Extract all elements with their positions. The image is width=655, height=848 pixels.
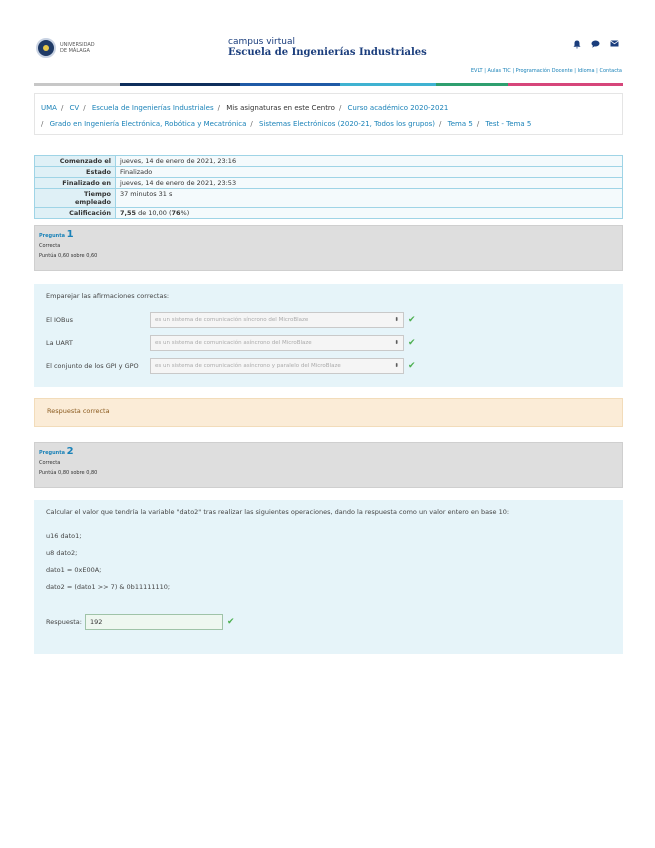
breadcrumb-cv[interactable]: CV (69, 104, 80, 112)
question-number: 1 (66, 229, 74, 240)
top-icons (573, 40, 619, 49)
select-arrows-icon: ⬍ (394, 317, 399, 323)
attempt-summary-table (34, 155, 623, 219)
color-segment (340, 83, 436, 86)
link-idioma[interactable]: Idioma (577, 68, 595, 74)
check-icon: ✔ (408, 338, 416, 348)
university-seal-icon (36, 38, 56, 58)
link-evlt[interactable]: EVLT (470, 68, 483, 74)
question-score: Puntúa 0,80 sobre 0,80 (39, 470, 98, 476)
code-lines: u16 dato1; u8 dato2; dato1 = 0xE00A; dato2 = (dato1 >> 7) & 0b11111110; (46, 532, 171, 591)
chat-icon[interactable] (591, 40, 600, 48)
answer-input[interactable]: 192 (85, 614, 223, 630)
grade-value: 7,55 de 10,00 (76%) (115, 208, 622, 219)
breadcrumb: UMA / CV / Escuela de Ingenierías Industriales / Mis asignaturas en este Centro / Curso académico 2020-2021 / Grado en Ingeniería Electrónica, Robótica y Mecatrónica / Sistemas Electrónicos (2020-21, Todos los grupos) / Tema 5 / Test - Tema 5 (34, 93, 623, 135)
question-1-info (34, 225, 623, 271)
link-programacion-docente[interactable]: Programación Docente (515, 68, 573, 74)
logo-text: UNIVERSIDAD DE MÁLAGA (60, 42, 95, 54)
site-subtitle: campus virtual (228, 37, 295, 47)
color-segment (508, 83, 623, 86)
question-2-content (34, 500, 623, 654)
color-segment (34, 83, 120, 86)
question-label: Pregunta (39, 450, 65, 456)
site-title[interactable] (228, 37, 427, 59)
link-aulas-tic[interactable]: Aulas TIC (487, 68, 511, 74)
match-row: El conjunto de los GPI y GPO es un sistema de comunicación asíncrono y paralelo del MicroBlaze ⬍ ✔ (46, 356, 611, 376)
color-segment (436, 83, 508, 86)
breadcrumb-asignatura[interactable]: Sistemas Electrónicos (2020-21, Todos los grupos) (258, 120, 436, 128)
breadcrumb-uma[interactable]: UMA (41, 104, 57, 112)
match-select-iobus[interactable]: es un sistema de comunicación síncrono del MicroBlaze ⬍ (150, 312, 404, 328)
select-arrows-icon: ⬍ (394, 340, 399, 346)
mail-icon[interactable] (610, 40, 619, 47)
answer-row (46, 614, 611, 630)
color-segment (240, 83, 340, 86)
breadcrumb-test[interactable]: Test - Tema 5 (485, 120, 532, 128)
link-contacta[interactable]: Contacta (599, 68, 622, 74)
breadcrumb-escuela[interactable]: Escuela de Ingenierías Industriales (91, 104, 214, 112)
table-row: Comenzado el jueves, 14 de enero de 2021, 23:16 (35, 156, 623, 167)
match-select-uart[interactable]: es un sistema de comunicación asíncrono del MicroBlaze ⬍ (150, 335, 404, 351)
question-score: Puntúa 0,60 sobre 0,60 (39, 253, 98, 259)
question-prompt: Calcular el valor que tendría la variable "dato2" tras realizar las siguientes operaciones, dando la respuesta como un valor entero en base 10: (46, 508, 510, 516)
breadcrumb-grado[interactable]: Grado en Ingeniería Electrónica, Robótica y Mecatrónica (49, 120, 247, 128)
breadcrumb-tema[interactable]: Tema 5 (447, 120, 473, 128)
match-row: La UART es un sistema de comunicación asíncrono del MicroBlaze ⬍ ✔ (46, 333, 611, 353)
match-row: El IOBus es un sistema de comunicación síncrono del MicroBlaze ⬍ ✔ (46, 310, 611, 330)
site-name: Escuela de Ingenierías Industriales (228, 47, 427, 58)
feedback-correct: Respuesta correcta (34, 398, 623, 427)
breadcrumb-curso[interactable]: Curso académico 2020-2021 (347, 104, 449, 112)
select-arrows-icon: ⬍ (394, 363, 399, 369)
table-row: Finalizado en jueves, 14 de enero de 2021, 23:53 (35, 178, 623, 189)
table-row: Tiempo empleado 37 minutos 31 s (35, 189, 623, 208)
answer-label: Respuesta: (46, 618, 82, 626)
top-links: EVLT | Aulas TIC | Programación Docente | Idioma | Contacta (470, 68, 622, 74)
question-2-info (34, 442, 623, 488)
color-segment (120, 83, 240, 86)
check-icon: ✔ (226, 617, 235, 627)
header-color-bar (34, 83, 623, 86)
university-logo[interactable] (36, 38, 95, 58)
question-number: 2 (66, 446, 74, 457)
table-row: Estado Finalizado (35, 167, 623, 178)
breadcrumb-mis-asignaturas: Mis asignaturas en este Centro (226, 104, 335, 112)
table-row: Calificación 7,55 de 10,00 (76%) (35, 208, 623, 219)
question-state: Correcta (39, 243, 61, 249)
question-1-content (34, 284, 623, 387)
question-label: Pregunta (39, 233, 65, 239)
bell-icon[interactable] (573, 40, 581, 49)
check-icon: ✔ (408, 361, 416, 371)
question-prompt: Emparejar las afirmaciones correctas: (46, 292, 170, 300)
check-icon: ✔ (408, 315, 416, 325)
match-select-gpio[interactable]: es un sistema de comunicación asíncrono y paralelo del MicroBlaze ⬍ (150, 358, 404, 374)
question-state: Correcta (39, 460, 61, 466)
